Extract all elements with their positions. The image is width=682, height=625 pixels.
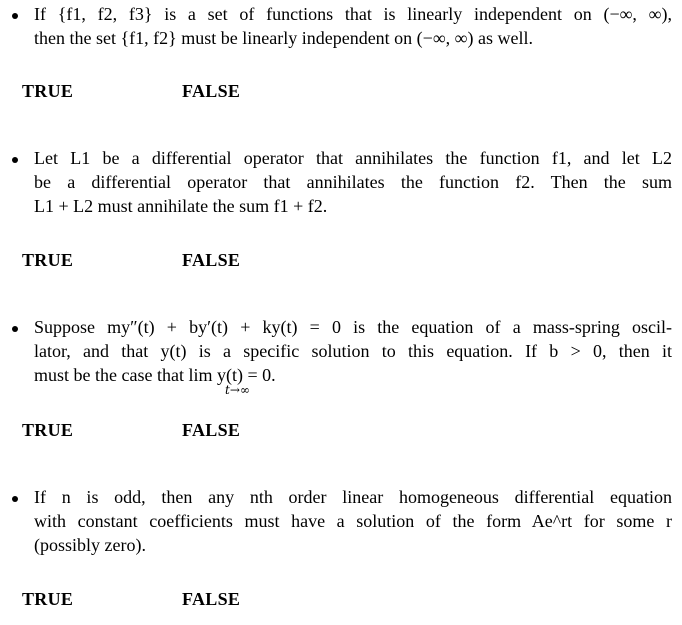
question-2-line-1: Let L1 be a differential operator that annihilates the function f1, and let L2 <box>34 148 672 168</box>
question-3-text <box>34 315 672 387</box>
question-3-line-1: Suppose my″(t) + by′(t) + ky(t) = 0 is the equation of a mass-spring oscil- <box>34 317 672 337</box>
question-4-line-2: with constant coefficients must have a solution of the form Ae^rt for some r <box>34 511 672 531</box>
question-2-false-option[interactable]: FALSE <box>182 250 241 270</box>
bullet-icon <box>12 13 18 19</box>
question-3-true-option[interactable]: TRUE <box>22 420 74 440</box>
question-4-text <box>34 485 672 557</box>
question-1-line-1: If {f1, f2, f3} is a set of functions that is linearly independent on (−∞, ∞), <box>34 4 672 24</box>
question-1-true-option[interactable]: TRUE <box>22 81 74 101</box>
question-4-false-option[interactable]: FALSE <box>182 589 241 609</box>
question-4-true-option[interactable]: TRUE <box>22 589 74 609</box>
bullet-icon <box>12 496 18 502</box>
question-3-line-3: must be the case that lim y(t) = 0. <box>34 365 276 385</box>
question-2-line-3: L1 + L2 must annihilate the sum f1 + f2. <box>34 196 328 216</box>
limit-subscript: t→∞ <box>225 383 250 397</box>
question-1-line-2: then the set {f1, f2} must be linearly independent on (−∞, ∞) as well. <box>34 28 533 48</box>
question-4-line-3: (possibly zero). <box>34 535 146 555</box>
question-4-line-1: If n is odd, then any nth order linear homogeneous differential equation <box>34 487 672 507</box>
question-2-line-2: be a differential operator that annihilates the function f2. Then the sum <box>34 172 672 192</box>
question-1-text <box>34 2 672 50</box>
bullet-icon <box>12 157 18 163</box>
question-3-false-option[interactable]: FALSE <box>182 420 241 440</box>
question-3-line-2: lator, and that y(t) is a specific solution to this equation. If b > 0, then it <box>34 341 672 361</box>
bullet-icon <box>12 326 18 332</box>
question-1-false-option[interactable]: FALSE <box>182 81 241 101</box>
question-2-true-option[interactable]: TRUE <box>22 250 74 270</box>
question-2-text <box>34 146 672 218</box>
